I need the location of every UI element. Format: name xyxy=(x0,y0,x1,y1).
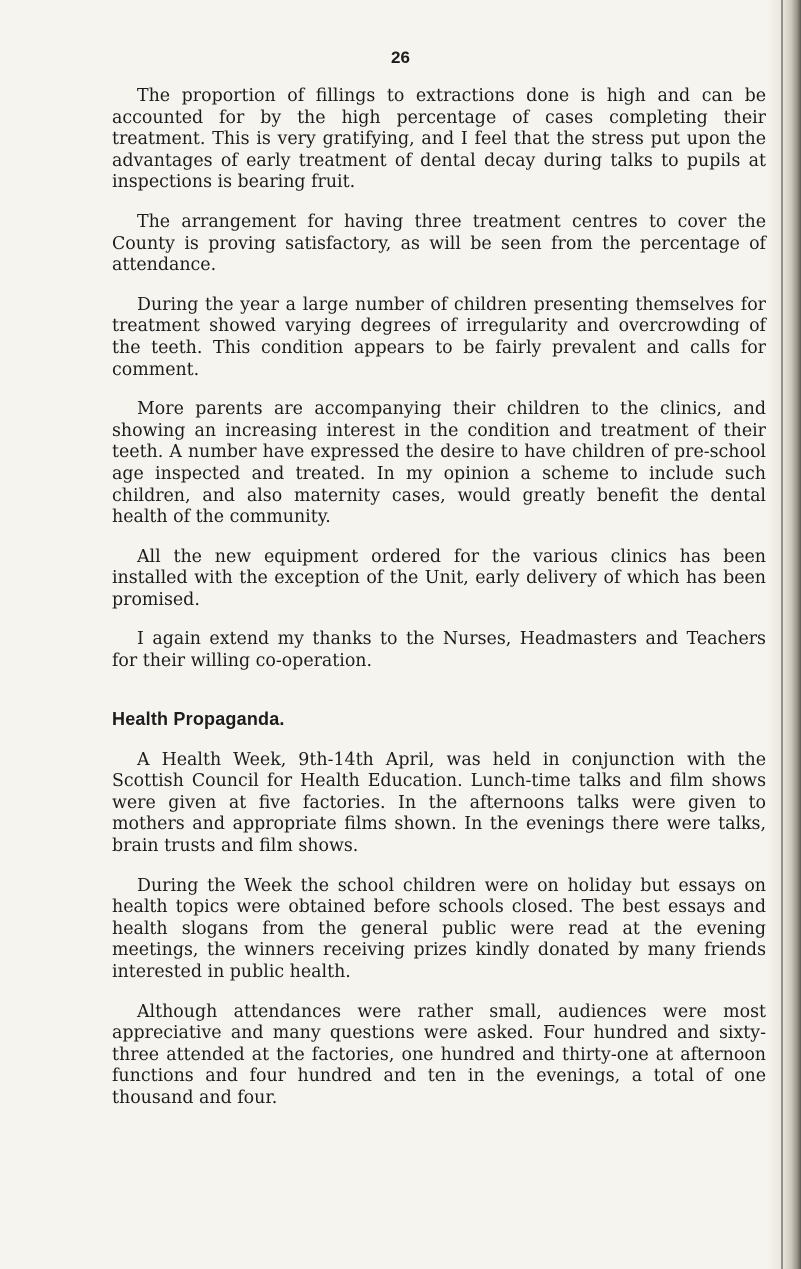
page-edge-shadow xyxy=(767,0,801,1269)
binding-line xyxy=(781,0,783,1269)
paragraph-irregularity: During the year a large number of children presenting themselves for treatment showed varying degrees of irregularity and overcrowding of the teeth. This condition appears to be fairly prevalent and calls for comment. xyxy=(112,294,766,380)
document-body xyxy=(112,86,766,1110)
paragraph-fillings: The proportion of fillings to extractions done is high and can be accounted for by the high percentage of cases completing their treatment. This is very gratifying, and I feel that the stress put upon the advantages of early treatment of dental decay during talks to pupils at inspections is bearing fruit. xyxy=(112,86,766,193)
section-heading: Health Propaganda. xyxy=(112,708,285,729)
page-number: 26 xyxy=(391,48,410,67)
paragraph-thanks: I again extend my thanks to the Nurses, Headmasters and Teachers for their willing co-operation. xyxy=(112,629,766,672)
paragraph-attendance: Although attendances were rather small, audiences were most appreciative and many questions were asked. Four hundred and sixty-three attended at the factories, one hundred and thirty-one at afternoon functions and four hundred and ten in the evenings, a total of one thousand and four. xyxy=(112,1001,766,1108)
paragraph-essays: During the Week the school children were on holiday but essays on health topics were obtained before schools closed. The best essays and health slogans from the general public were read at the evening meetings, the winners receiving prizes kindly donated by many friends interested in public health. xyxy=(112,875,766,982)
paragraph-equipment: All the new equipment ordered for the various clinics has been installed with the exception of the Unit, early delivery of which has been promised. xyxy=(112,546,766,610)
paragraph-treatment-centres: The arrangement for having three treatment centres to cover the County is proving satisfactory, as will be seen from the percentage of attendance. xyxy=(112,211,766,276)
paragraph-health-week: A Health Week, 9th-14th April, was held in conjunction with the Scottish Council for Health Education. Lunch-time talks and film shows were given at five factories. In the afternoons talks were given to mothers and appropriate films shown. In the evenings there were talks, brain trusts and film shows. xyxy=(112,749,766,857)
paragraph-parents: More parents are accompanying their children to the clinics, and showing an increasing interest in the condition and treatment of their teeth. A number have expressed the desire to have children of pre-school age inspected and treated. In my opinion a scheme to include such children, and also maternity cases, would greatly benefit the dental health of the community. xyxy=(112,399,766,528)
